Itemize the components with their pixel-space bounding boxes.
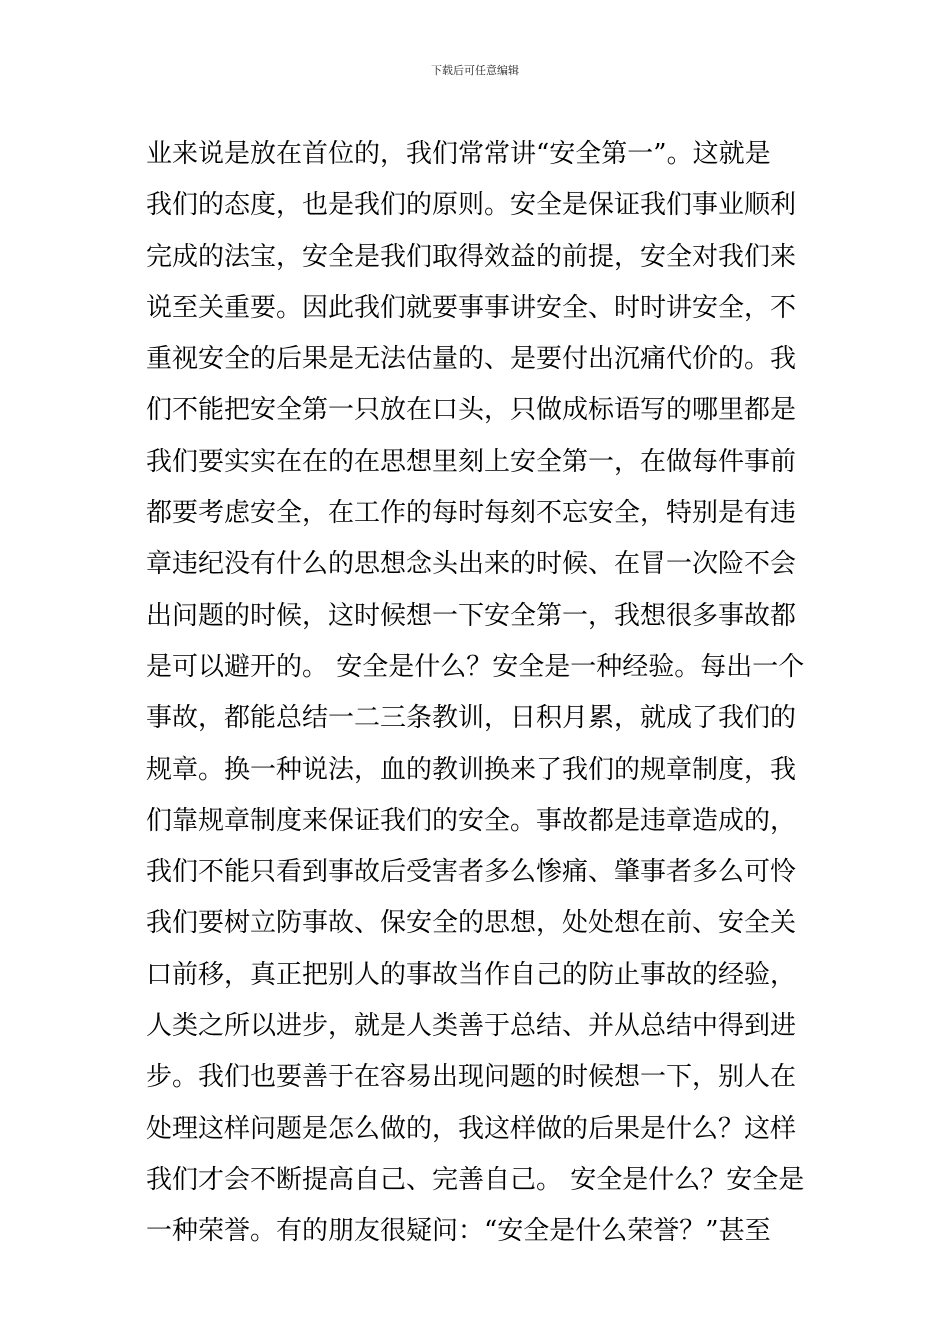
document-body — [146, 129, 816, 1258]
text-line: 我们才会不断提高自己、完善自己。 安全是什么？安全是 — [146, 1164, 805, 1195]
text-line: 说至关重要。因此我们就要事事讲安全、时时讲安全，不 — [146, 292, 797, 323]
text-line: 我们要实实在在的在思想里刻上安全第一，在做每件事前 — [146, 446, 797, 477]
text-line: 我们不能只看到事故后受害者多么惨痛、肇事者多么可怜 — [146, 857, 797, 888]
text-line: 是可以避开的。 安全是什么？安全是一种经验。每出一个 — [146, 651, 805, 682]
text-line: 我们的态度，也是我们的原则。安全是保证我们事业顺利 — [146, 190, 797, 221]
text-line: 们靠规章制度来保证我们的安全。事故都是违章造成的， — [146, 805, 797, 836]
text-line: 们不能把安全第一只放在口头，只做成标语写的哪里都是 — [146, 395, 797, 426]
text-line: 完成的法宝，安全是我们取得效益的前提，安全对我们来 — [146, 241, 797, 272]
text-line: 口前移，真正把别人的事故当作自己的防止事故的经验， — [146, 959, 797, 990]
text-line: 处理这样问题是怎么做的，我这样做的后果是什么？这样 — [146, 1113, 797, 1144]
text-line: 事故，都能总结一二三条教训，日积月累，就成了我们的 — [146, 703, 797, 734]
text-line: 章违纪没有什么的思想念头出来的时候、在冒一次险不会 — [146, 549, 797, 580]
text-line: 规章。换一种说法，血的教训换来了我们的规章制度，我 — [146, 754, 797, 785]
text-line: 一种荣誉。有的朋友很疑问：“安全是什么荣誉？”甚至 — [146, 1216, 771, 1247]
text-line: 我们要树立防事故、保安全的思想，处处想在前、安全关 — [146, 908, 797, 939]
text-line: 业来说是放在首位的，我们常常讲“安全第一”。这就是 — [146, 139, 771, 169]
page-header: 下载后可任意编辑 — [431, 64, 519, 77]
text-line: 步。我们也要善于在容易出现问题的时候想一下，别人在 — [146, 1062, 797, 1093]
text-line: 重视安全的后果是无法估量的、是要付出沉痛代价的。我 — [146, 344, 797, 375]
text-line: 人类之所以进步，就是人类善于总结、并从总结中得到进 — [146, 1011, 797, 1042]
text-line: 出问题的时候，这时候想一下安全第一，我想很多事故都 — [146, 600, 797, 631]
text-line: 都要考虑安全，在工作的每时每刻不忘安全，特别是有违 — [146, 498, 797, 529]
